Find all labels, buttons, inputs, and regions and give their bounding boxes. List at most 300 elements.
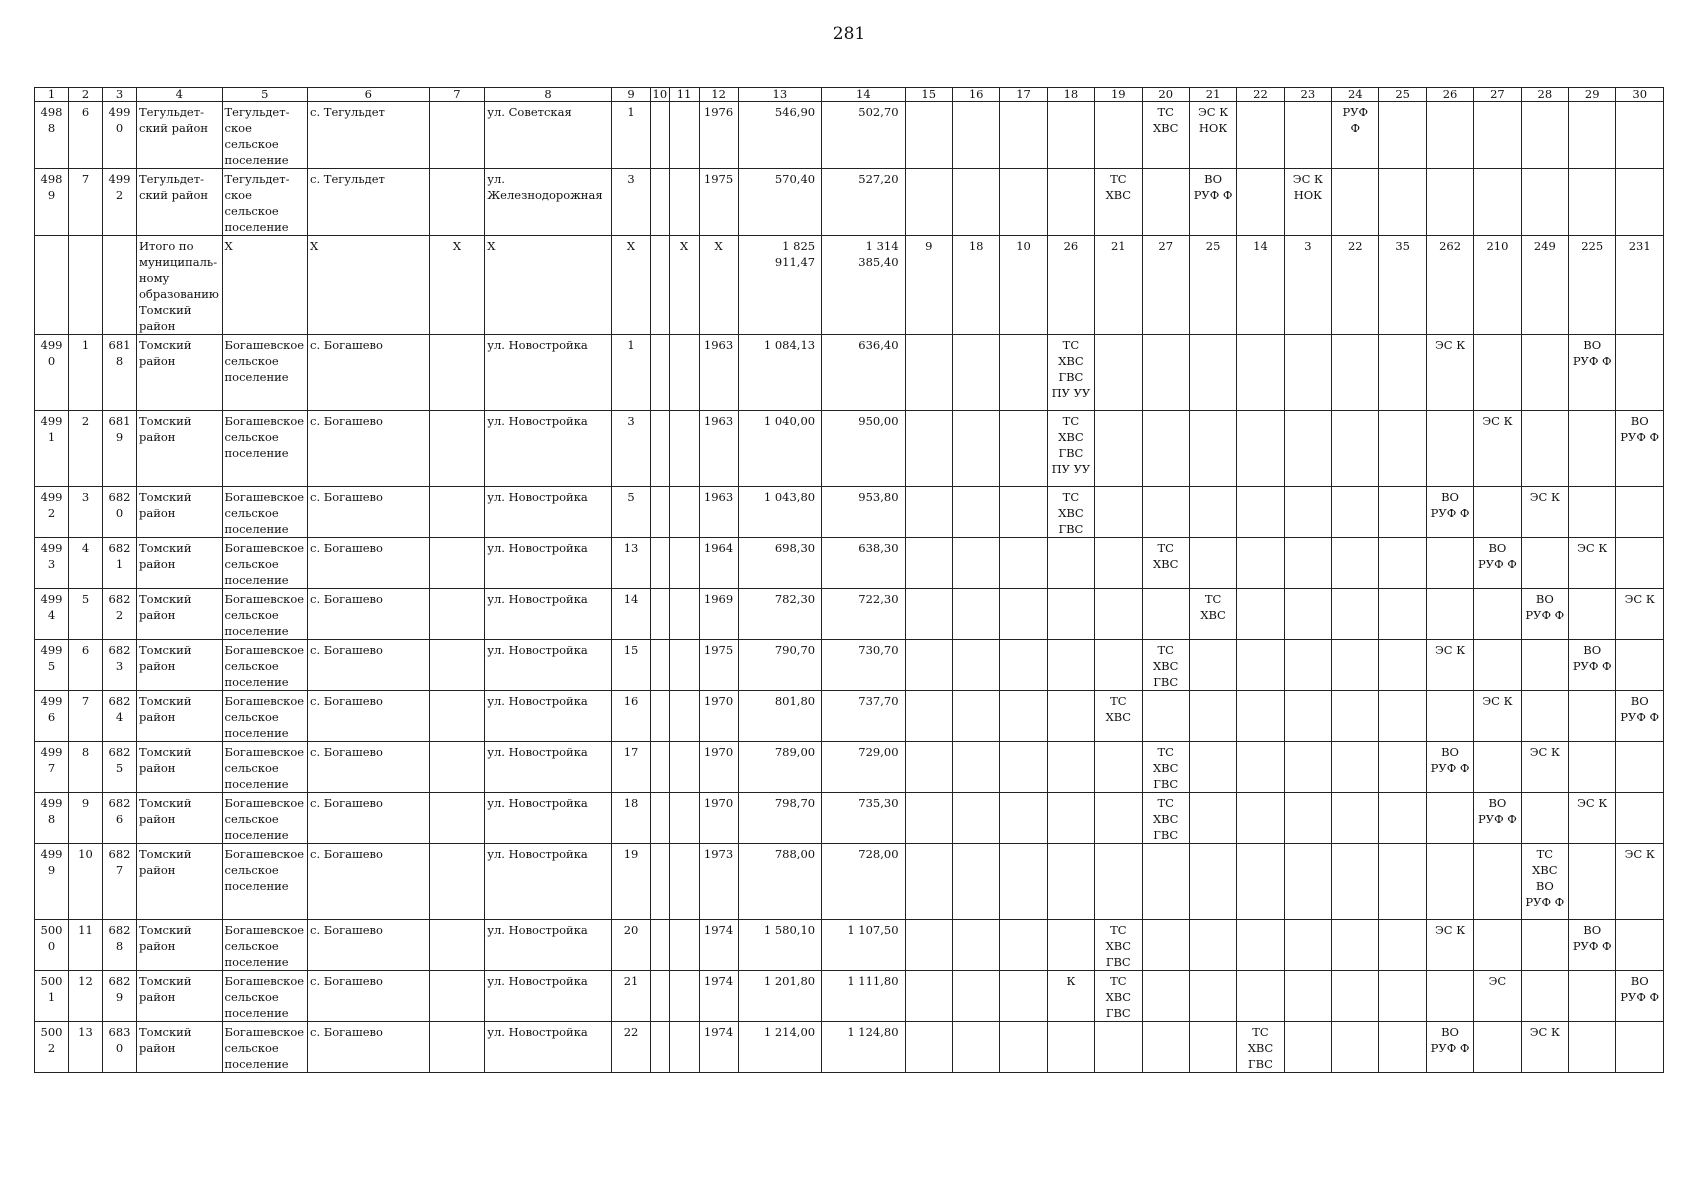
cell-col-23 [1284,538,1331,589]
cell-col-14: 527,20 [822,169,905,236]
cell-col-19: ТС ХВС [1095,169,1142,236]
cell-col-2: 11 [69,920,103,971]
cell-col-17 [1000,640,1047,691]
cell-col-25 [1379,920,1426,971]
cell-col-4: Томский район [137,742,223,793]
cell-col-1: 4993 [35,538,69,589]
table-row [35,487,1664,538]
cell-col-14: 1 124,80 [822,1022,905,1073]
cell-col-19: ТС ХВС [1095,691,1142,742]
cell-col-21 [1189,844,1236,920]
cell-col-9: 15 [611,640,650,691]
cell-col-27 [1474,742,1521,793]
cell-col-22 [1237,691,1284,742]
cell-col-26: ЭС К [1426,920,1473,971]
cell-col-25 [1379,844,1426,920]
cell-col-7 [429,589,485,640]
cell-col-14: 502,70 [822,102,905,169]
cell-col-24 [1332,920,1379,971]
cell-col-20 [1142,589,1189,640]
cell-col-3: 6821 [103,538,137,589]
cell-col-5: Богашевское сельское поселение [222,411,308,487]
cell-col-4: Томский район [137,411,223,487]
cell-col-4: Томский район [137,920,223,971]
cell-col-30: ВО РУФ Ф [1616,411,1664,487]
cell-col-26 [1426,589,1473,640]
cell-col-15 [905,589,952,640]
cell-col-20 [1142,1022,1189,1073]
cell-col-21 [1189,487,1236,538]
cell-col-17 [1000,335,1047,411]
cell-col-12: X [699,236,738,335]
cell-col-12: 1963 [699,335,738,411]
cell-col-20 [1142,920,1189,971]
cell-col-20 [1142,844,1189,920]
cell-col-28 [1521,691,1568,742]
cell-col-23 [1284,589,1331,640]
cell-col-15 [905,411,952,487]
cell-col-25 [1379,691,1426,742]
column-header-25: 25 [1379,88,1426,102]
cell-col-15 [905,793,952,844]
cell-col-1: 4990 [35,335,69,411]
cell-col-30: 231 [1616,236,1664,335]
cell-col-13: 546,90 [738,102,821,169]
cell-col-9: 5 [611,487,650,538]
cell-col-10 [651,411,670,487]
table-row [35,742,1664,793]
cell-col-10 [651,920,670,971]
cell-col-20 [1142,335,1189,411]
cell-col-19 [1095,793,1142,844]
cell-col-4: Томский район [137,1022,223,1073]
cell-col-6: с. Тегульдет [308,169,430,236]
cell-col-8: ул. Новостройка [485,411,612,487]
cell-col-24 [1332,169,1379,236]
cell-col-7 [429,102,485,169]
cell-col-5: Богашевское сельское поселение [222,487,308,538]
column-header-15: 15 [905,88,952,102]
table-row [35,640,1664,691]
column-header-16: 16 [952,88,999,102]
cell-col-27 [1474,589,1521,640]
cell-col-9: 1 [611,102,650,169]
cell-col-23 [1284,487,1331,538]
cell-col-1: 4996 [35,691,69,742]
table-row [35,844,1664,920]
table-row [35,102,1664,169]
cell-col-2: 13 [69,1022,103,1073]
cell-col-3: 6823 [103,640,137,691]
cell-col-27 [1474,920,1521,971]
cell-col-26 [1426,102,1473,169]
cell-col-6: с. Богашево [308,640,430,691]
cell-col-9: 18 [611,793,650,844]
cell-col-13: 788,00 [738,844,821,920]
cell-col-11 [669,335,699,411]
cell-col-19 [1095,1022,1142,1073]
column-header-19: 19 [1095,88,1142,102]
cell-col-23 [1284,691,1331,742]
cell-col-14: 1 314 385,40 [822,236,905,335]
cell-col-13: 801,80 [738,691,821,742]
cell-col-22 [1237,169,1284,236]
page-number: 281 [832,24,866,44]
table-row [35,236,1664,335]
cell-col-29 [1569,169,1616,236]
cell-col-26 [1426,691,1473,742]
cell-col-27 [1474,844,1521,920]
cell-col-26: ВО РУФ Ф [1426,487,1473,538]
cell-col-14: 729,00 [822,742,905,793]
cell-col-3: 6828 [103,920,137,971]
table-row [35,335,1664,411]
cell-col-16 [952,335,999,411]
cell-col-3: 4990 [103,102,137,169]
cell-col-20 [1142,487,1189,538]
cell-col-12: 1976 [699,102,738,169]
cell-col-23 [1284,102,1331,169]
cell-col-8: ул. Новостройка [485,335,612,411]
cell-col-22 [1237,971,1284,1022]
cell-col-22 [1237,538,1284,589]
cell-col-4: Томский район [137,793,223,844]
cell-col-4: Томский район [137,589,223,640]
column-header-23: 23 [1284,88,1331,102]
cell-col-18 [1047,742,1094,793]
cell-col-2: 7 [69,169,103,236]
cell-col-19: ТС ХВС ГВС [1095,971,1142,1022]
cell-col-22 [1237,411,1284,487]
cell-col-11 [669,538,699,589]
cell-col-25 [1379,742,1426,793]
cell-col-24 [1332,844,1379,920]
cell-col-2: 9 [69,793,103,844]
cell-col-27 [1474,335,1521,411]
cell-col-22 [1237,102,1284,169]
cell-col-2: 4 [69,538,103,589]
cell-col-24: 22 [1332,236,1379,335]
cell-col-1: 4998 [35,793,69,844]
cell-col-28 [1521,793,1568,844]
cell-col-28: ЭС К [1521,1022,1568,1073]
cell-col-20: 27 [1142,236,1189,335]
cell-col-1: 4994 [35,589,69,640]
cell-col-9: 3 [611,169,650,236]
cell-col-3 [103,236,137,335]
cell-col-16 [952,920,999,971]
cell-col-15 [905,538,952,589]
table-row [35,411,1664,487]
cell-col-18 [1047,538,1094,589]
cell-col-27: ЭС [1474,971,1521,1022]
cell-col-1: 4988 [35,102,69,169]
cell-col-10 [651,742,670,793]
table-row [35,1022,1664,1073]
cell-col-2: 5 [69,589,103,640]
cell-col-7 [429,793,485,844]
cell-col-19: ТС ХВС ГВС [1095,920,1142,971]
cell-col-18: ТС ХВС ГВС [1047,487,1094,538]
cell-col-10 [651,169,670,236]
cell-col-7 [429,971,485,1022]
cell-col-30 [1616,335,1664,411]
cell-col-11 [669,742,699,793]
cell-col-28 [1521,102,1568,169]
cell-col-9: 3 [611,411,650,487]
cell-col-8: ул. Железнодорожная [485,169,612,236]
cell-col-18: 26 [1047,236,1094,335]
cell-col-16 [952,538,999,589]
cell-col-17 [1000,920,1047,971]
cell-col-28 [1521,640,1568,691]
cell-col-3: 6830 [103,1022,137,1073]
cell-col-7 [429,487,485,538]
cell-col-11 [669,411,699,487]
cell-col-17 [1000,102,1047,169]
cell-col-30 [1616,1022,1664,1073]
cell-col-2: 2 [69,411,103,487]
cell-col-7 [429,335,485,411]
column-header-30: 30 [1616,88,1664,102]
cell-col-13: 1 040,00 [738,411,821,487]
cell-col-19 [1095,844,1142,920]
cell-col-2: 6 [69,102,103,169]
housing-register-table [34,87,1664,1073]
cell-col-25 [1379,1022,1426,1073]
cell-col-4: Томский район [137,538,223,589]
cell-col-18 [1047,589,1094,640]
cell-col-11 [669,169,699,236]
cell-col-4: Тегульдет- ский район [137,169,223,236]
cell-col-11 [669,487,699,538]
cell-col-7 [429,742,485,793]
cell-col-23: ЭС К НОК [1284,169,1331,236]
column-header-12: 12 [699,88,738,102]
cell-col-20 [1142,169,1189,236]
cell-col-29: ЭС К [1569,793,1616,844]
column-header-4: 4 [137,88,223,102]
cell-col-24 [1332,589,1379,640]
cell-col-5: Богашевское сельское поселение [222,640,308,691]
cell-col-24 [1332,691,1379,742]
cell-col-6: с. Тегульдет [308,102,430,169]
cell-col-5: Тегульдет- ское сельское поселение [222,169,308,236]
cell-col-21 [1189,793,1236,844]
cell-col-21: ВО РУФ Ф [1189,169,1236,236]
cell-col-19 [1095,742,1142,793]
cell-col-30: ЭС К [1616,589,1664,640]
cell-col-30: ЭС К [1616,844,1664,920]
cell-col-15 [905,844,952,920]
cell-col-19: 21 [1095,236,1142,335]
cell-col-11 [669,1022,699,1073]
cell-col-17 [1000,793,1047,844]
cell-col-17 [1000,1022,1047,1073]
cell-col-4: Томский район [137,971,223,1022]
cell-col-20 [1142,411,1189,487]
cell-col-17 [1000,742,1047,793]
cell-col-25 [1379,487,1426,538]
cell-col-2: 3 [69,487,103,538]
cell-col-12: 1963 [699,411,738,487]
cell-col-23 [1284,844,1331,920]
cell-col-30 [1616,487,1664,538]
cell-col-17 [1000,169,1047,236]
table-row [35,971,1664,1022]
cell-col-3: 6826 [103,793,137,844]
cell-col-26 [1426,538,1473,589]
cell-col-26 [1426,793,1473,844]
cell-col-23 [1284,971,1331,1022]
cell-col-24 [1332,487,1379,538]
cell-col-3: 6818 [103,335,137,411]
cell-col-12: 1969 [699,589,738,640]
cell-col-27 [1474,487,1521,538]
cell-col-18 [1047,844,1094,920]
cell-col-13: 1 580,10 [738,920,821,971]
cell-col-28: ЭС К [1521,742,1568,793]
cell-col-19 [1095,487,1142,538]
cell-col-10 [651,971,670,1022]
cell-col-2: 8 [69,742,103,793]
cell-col-2: 6 [69,640,103,691]
cell-col-13: 1 043,80 [738,487,821,538]
cell-col-16 [952,971,999,1022]
cell-col-8: ул. Новостройка [485,844,612,920]
table-row [35,793,1664,844]
cell-col-23 [1284,920,1331,971]
cell-col-10 [651,793,670,844]
cell-col-10 [651,538,670,589]
cell-col-16: 18 [952,236,999,335]
cell-col-10 [651,640,670,691]
cell-col-12: 1975 [699,169,738,236]
cell-col-17 [1000,691,1047,742]
cell-col-18 [1047,793,1094,844]
column-header-2: 2 [69,88,103,102]
table-row [35,538,1664,589]
cell-col-16 [952,1022,999,1073]
cell-col-5: Богашевское сельское поселение [222,589,308,640]
cell-col-17 [1000,589,1047,640]
cell-col-26: 262 [1426,236,1473,335]
cell-col-21: 25 [1189,236,1236,335]
cell-col-5: Тегульдет- ское сельское поселение [222,102,308,169]
cell-col-18 [1047,1022,1094,1073]
cell-col-5: X [222,236,308,335]
cell-col-5: Богашевское сельское поселение [222,971,308,1022]
cell-col-13: 1 084,13 [738,335,821,411]
cell-col-28 [1521,411,1568,487]
cell-col-25 [1379,411,1426,487]
cell-col-28 [1521,169,1568,236]
cell-col-1: 5000 [35,920,69,971]
cell-col-7: X [429,236,485,335]
cell-col-7 [429,920,485,971]
column-header-10: 10 [652,87,668,101]
cell-col-14: 735,30 [822,793,905,844]
cell-col-17 [1000,487,1047,538]
cell-col-19 [1095,589,1142,640]
cell-col-29: ВО РУФ Ф [1569,335,1616,411]
cell-col-6: X [308,236,430,335]
cell-col-16 [952,102,999,169]
cell-col-22: ТС ХВС ГВС [1237,1022,1284,1073]
cell-col-24 [1332,793,1379,844]
cell-col-1: 5001 [35,971,69,1022]
column-header-6: 6 [308,88,430,102]
cell-col-21: ТС ХВС [1189,589,1236,640]
cell-col-14: 737,70 [822,691,905,742]
cell-col-6: с. Богашево [308,691,430,742]
cell-col-2 [69,236,103,335]
cell-col-14: 730,70 [822,640,905,691]
cell-col-25 [1379,335,1426,411]
column-header-22: 22 [1237,88,1284,102]
cell-col-2: 1 [69,335,103,411]
cell-col-6: с. Богашево [308,411,430,487]
cell-col-22 [1237,844,1284,920]
cell-col-18 [1047,920,1094,971]
cell-col-25 [1379,538,1426,589]
cell-col-25 [1379,793,1426,844]
cell-col-15 [905,971,952,1022]
cell-col-8: ул. Новостройка [485,691,612,742]
cell-col-6: с. Богашево [308,971,430,1022]
cell-col-3: 6825 [103,742,137,793]
column-header-21: 21 [1189,88,1236,102]
cell-col-28 [1521,920,1568,971]
cell-col-9: 20 [611,920,650,971]
cell-col-11 [669,691,699,742]
cell-col-6: с. Богашево [308,793,430,844]
cell-col-6: с. Богашево [308,1022,430,1073]
cell-col-29 [1569,411,1616,487]
cell-col-27 [1474,1022,1521,1073]
cell-col-4: Томский район [137,691,223,742]
cell-col-21 [1189,920,1236,971]
cell-col-26 [1426,169,1473,236]
cell-col-20: ТС ХВС ГВС [1142,793,1189,844]
cell-col-26: ВО РУФ Ф [1426,1022,1473,1073]
column-header-9: 9 [611,88,650,102]
cell-col-27 [1474,102,1521,169]
cell-col-21 [1189,1022,1236,1073]
cell-col-10 [651,102,670,169]
cell-col-12: 1974 [699,971,738,1022]
cell-col-8: ул. Советская [485,102,612,169]
cell-col-6: с. Богашево [308,335,430,411]
cell-col-11 [669,844,699,920]
cell-col-11 [669,102,699,169]
cell-col-16 [952,640,999,691]
cell-col-8: X [485,236,612,335]
cell-col-8: ул. Новостройка [485,589,612,640]
cell-col-23 [1284,411,1331,487]
cell-col-6: с. Богашево [308,844,430,920]
cell-col-28: ЭС К [1521,487,1568,538]
cell-col-6: с. Богашево [308,742,430,793]
cell-col-11: X [669,236,699,335]
cell-col-16 [952,742,999,793]
cell-col-14: 1 111,80 [822,971,905,1022]
cell-col-4: Итого по муниципаль- ному образованию Томский район [137,236,223,335]
cell-col-27: ЭС К [1474,411,1521,487]
column-header-18: 18 [1047,88,1094,102]
cell-col-24 [1332,1022,1379,1073]
cell-col-19 [1095,335,1142,411]
